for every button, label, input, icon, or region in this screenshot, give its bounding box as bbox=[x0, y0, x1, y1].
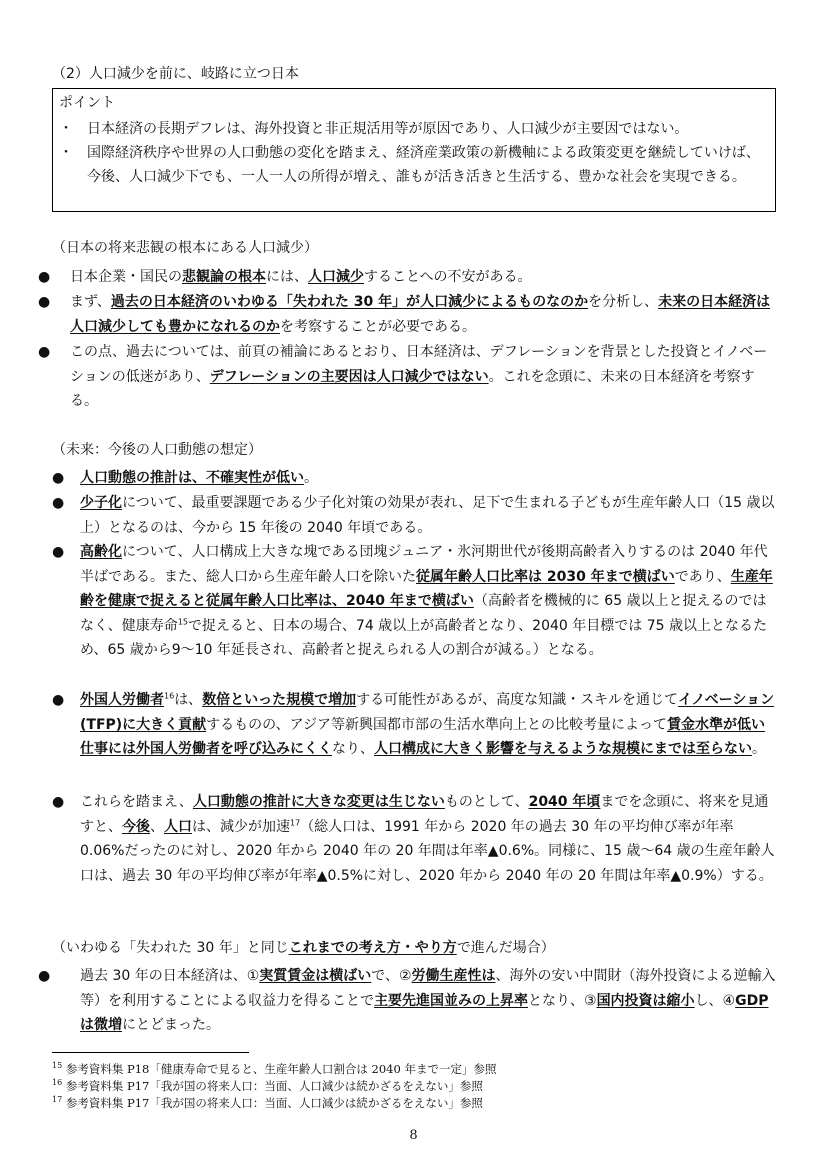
emphasis: 少子化 bbox=[80, 495, 122, 511]
text-run: （いわゆる「失われた 30 年」と同じ bbox=[52, 940, 289, 956]
text-run: までを念頭に、将来を見通すと、 bbox=[80, 794, 769, 835]
text-run: を考察することが必要である。 bbox=[280, 318, 476, 335]
point-box-heading: ポイント bbox=[59, 95, 115, 111]
point-item-mark: ・ bbox=[59, 145, 73, 161]
text-run: にとどまった。 bbox=[122, 1017, 220, 1033]
footnote bbox=[52, 1078, 483, 1095]
footnote-number: 15 bbox=[52, 1061, 63, 1071]
footnote bbox=[52, 1061, 496, 1078]
text-run: するものの、アジア等新興国都市部の生活水準向上との比較考量によって bbox=[206, 716, 668, 733]
bullet-paragraph bbox=[38, 340, 778, 414]
emphasis: 労働生産性は bbox=[411, 968, 496, 984]
emphasis: 高齢化 bbox=[80, 544, 122, 560]
bullet-paragraph bbox=[52, 491, 778, 540]
text-run: は、 bbox=[174, 692, 203, 708]
text-run: について、人口構成上大きな塊である団塊ジュニア・氷河期世代が後期高齢者入りするのは 2040 年代半ばである。また、総人口から生産年齢人口を除いた bbox=[80, 544, 768, 585]
bullet-icon: ● bbox=[52, 495, 65, 511]
emphasis: デフレーションの主要因は人口減少ではない bbox=[209, 368, 489, 385]
footnote-ref: 16 bbox=[164, 691, 175, 701]
text-run: であり、 bbox=[674, 568, 731, 585]
emphasis: 数倍といった規模で増加 bbox=[202, 692, 357, 708]
bullet-paragraph bbox=[52, 688, 778, 762]
text-run: 。これを念頭に、未来の日本経済を考察する。 bbox=[70, 368, 755, 409]
point-box bbox=[52, 88, 776, 212]
footnote bbox=[52, 1095, 483, 1112]
bullet-paragraph bbox=[38, 290, 778, 339]
emphasis: 賃金水準が低い仕事には外国人労働者を呼び込みにくく bbox=[80, 716, 766, 757]
text-run: で捉えると、日本の場合、74 歳以上が高齢者となり、2040 年目標では 75 歳以上となるため、65 歳から9～10 年延長され、高齢者と捉えられる人の割合が減る。）となる。 bbox=[80, 617, 767, 658]
text-run: し、④ bbox=[694, 992, 736, 1009]
subsection-title: （日本の将来悲観の根本にある人口減少） bbox=[52, 240, 318, 256]
emphasis: GDP は微増 bbox=[80, 992, 769, 1033]
point-item-mark: ・ bbox=[59, 121, 73, 137]
bullet-icon: ● bbox=[38, 344, 51, 360]
emphasis: 国内投資は縮小 bbox=[596, 992, 695, 1009]
bullet-icon: ● bbox=[38, 269, 51, 285]
footnote-number: 16 bbox=[52, 1078, 63, 1088]
footnote-text: 参考資料集 P17「我が国の将来人口：当面、人口減少は続かざるをえない」参照 bbox=[65, 1079, 483, 1093]
text-run: には、 bbox=[266, 269, 308, 285]
footnote-text: 参考資料集 P18「健康寿命で見ると、生産年齢人口割合は 2040 年まで一定」参照 bbox=[65, 1062, 497, 1076]
bullet-icon: ● bbox=[38, 294, 51, 310]
footnote-ref: 15 bbox=[177, 616, 188, 626]
emphasis: 実質賃金は横ばい bbox=[259, 968, 372, 984]
bullet-paragraph bbox=[52, 790, 778, 888]
bullet-icon: ● bbox=[38, 968, 51, 984]
footnote-ref: 17 bbox=[290, 817, 301, 827]
bullet-paragraph bbox=[52, 466, 778, 491]
emphasis: 悲観論の根本 bbox=[182, 269, 266, 285]
emphasis: 人口構成に大きく影響を与えるような規模にまでは至らない bbox=[374, 741, 752, 757]
text-run: で、② bbox=[371, 968, 412, 984]
bullet-paragraph bbox=[52, 540, 778, 663]
emphasis: 今後 bbox=[122, 818, 150, 835]
page-number: 8 bbox=[409, 1128, 418, 1143]
text-run: について、最重要課題である少子化対策の効果が表れ、足下で生まれる子どもが生産年齢人口（15 歳以上）となるのは、今から 15 年後の 2040 年頃である。 bbox=[80, 495, 775, 536]
footnote-text: 参考資料集 P17「我が国の将来人口：当面、人口減少は続かざるをえない」参照 bbox=[65, 1096, 483, 1110]
text-run: 。 bbox=[304, 470, 318, 486]
subsection-title bbox=[52, 938, 555, 958]
emphasis: 外国人労働者 bbox=[80, 692, 164, 708]
emphasis: 人口 bbox=[164, 818, 192, 835]
emphasis: これまでの考え方・やり方 bbox=[288, 940, 457, 956]
bullet-icon: ● bbox=[52, 544, 65, 560]
text-run: まず、 bbox=[70, 294, 111, 310]
text-run: （高齢者を機械的に 65 歳以上と捉えるのではなく、健康寿命 bbox=[80, 593, 767, 634]
text-run: 日本企業・国民の bbox=[70, 269, 182, 285]
subsection-title: （未来：今後の人口動態の想定） bbox=[52, 442, 262, 458]
emphasis: イノベーション(TFP)に大きく貢献 bbox=[80, 692, 775, 733]
emphasis: 人口動態の推計は、不確実性が低い bbox=[80, 470, 304, 486]
text-run: この点、過去については、前頁の補論にあるとおり、日本経済は、デフレーションを背景とした投資とイノベーションの低迷があり、 bbox=[70, 344, 768, 385]
point-item-text: 日本経済の長期デフレは、海外投資と非正規活用等が原因であり、人口減少が主要因ではない。 bbox=[87, 121, 689, 137]
text-run: する可能性があるが、高度な知識・スキルを通じて bbox=[356, 692, 679, 708]
text-run: 、 bbox=[150, 818, 164, 835]
footnote-separator bbox=[52, 1052, 249, 1053]
text-run: 過去 30 年の日本経済は、① bbox=[80, 968, 260, 984]
text-run: で進んだ場合） bbox=[456, 940, 555, 956]
text-run: することへの不安がある。 bbox=[364, 269, 532, 285]
bullet-paragraph bbox=[38, 265, 778, 290]
emphasis: 2040 年頃 bbox=[528, 794, 601, 810]
emphasis: 過去の日本経済のいわゆる「失われた 30 年」が人口減少によるものなのか bbox=[110, 294, 589, 310]
footnote-number: 17 bbox=[52, 1095, 63, 1105]
emphasis: 生産年齢を健康で捉えると従属年齢人口比率は、2040 年まで横ばい bbox=[80, 568, 773, 609]
bullet-icon: ● bbox=[52, 470, 65, 486]
emphasis: 人口動態の推計に大きな変更は生じない bbox=[192, 794, 445, 810]
emphasis: 従属年齢人口比率は 2030 年まで横ばい bbox=[416, 568, 675, 585]
emphasis: 未来の日本経済は人口減少しても豊かになれるのか bbox=[70, 294, 771, 335]
bullet-paragraph bbox=[38, 964, 778, 1038]
emphasis: 人口減少 bbox=[308, 269, 364, 285]
text-run: ものとして、 bbox=[444, 794, 529, 810]
text-run: （総人口は、1991 年から 2020 年の過去 30 年の平均伸び率が年率 0.06%だったのに対し、2020 年から 2040 年の 20 年間は年率▲0.6%。同様に、15 歳～64 歳の生産年齢人口は、過去 30 年の平均伸び率が年率▲0.5%に対し、2020 年から 2040 年の 20 年間は年率▲0.9%）する。 bbox=[80, 818, 775, 884]
point-item-text: 国際経済秩序や世界の人口動態の変化を踏まえ、経済産業政策の新機軸による政策変更を継続していけば、今後、人口減少下でも、一人一人の所得が増え、誰もが活き活きと生活する、豊かな社会を実現できる。 bbox=[87, 145, 760, 185]
text-run: 。 bbox=[752, 741, 766, 757]
point-item bbox=[59, 117, 771, 141]
text-run: なり、 bbox=[332, 741, 374, 757]
text-run: 、海外の安い中間財（海外投資による逆輸入等）を利用することによる収益力を得ることで bbox=[80, 968, 776, 1009]
text-run: は、減少が加速 bbox=[192, 818, 290, 835]
section-title: （2）人口減少を前に、岐路に立つ日本 bbox=[52, 66, 299, 82]
text-run: これらを踏まえ、 bbox=[80, 794, 193, 810]
emphasis: 主要先進国並みの上昇率 bbox=[374, 992, 528, 1009]
text-run: を分析し、 bbox=[588, 294, 659, 310]
point-item bbox=[59, 141, 771, 189]
text-run: となり、③ bbox=[528, 992, 597, 1009]
bullet-icon: ● bbox=[52, 692, 65, 708]
bullet-icon: ● bbox=[52, 794, 65, 810]
